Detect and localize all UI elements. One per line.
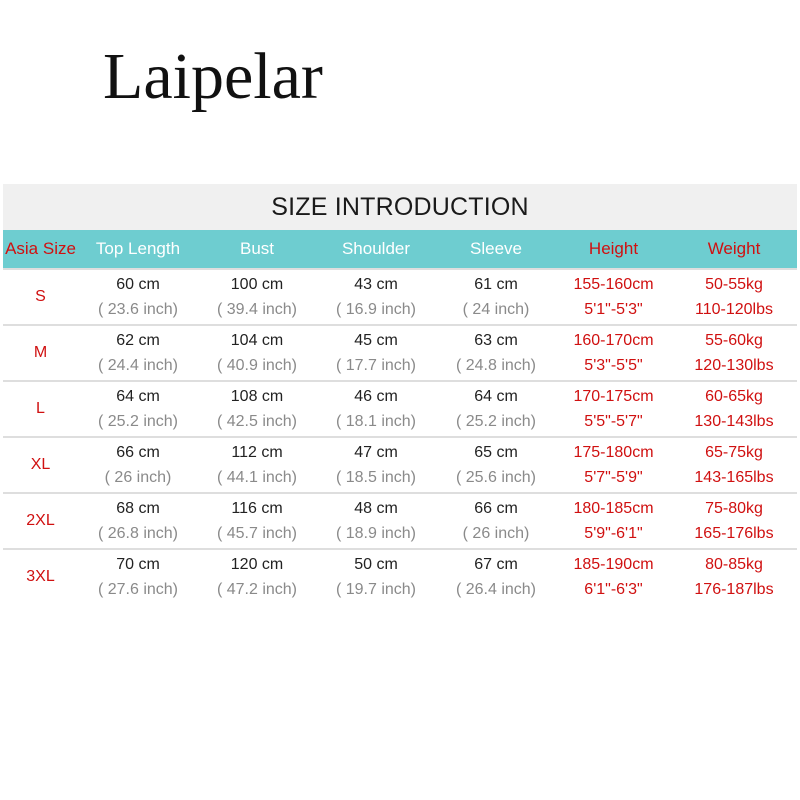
weight-secondary-value: 120-130lbs	[694, 357, 774, 374]
bust-cell	[198, 328, 316, 378]
height-cell	[556, 496, 671, 546]
top-length-secondary-value: ( 25.2 inch)	[97, 413, 179, 430]
height-secondary-value: 5'9"-6'1"	[584, 525, 643, 542]
shoulder-cell	[316, 328, 436, 378]
height-cell	[556, 272, 671, 322]
top-length-secondary-value: ( 27.6 inch)	[97, 581, 179, 598]
height-primary-value: 170-175cm	[573, 388, 654, 405]
height-primary-value: 185-190cm	[573, 556, 654, 573]
weight-primary-value: 75-80kg	[705, 500, 763, 517]
bust-primary-value: 100 cm	[230, 276, 284, 293]
shoulder-primary-value: 45 cm	[354, 332, 398, 349]
weight-cell	[671, 328, 797, 378]
size-label: XL	[30, 456, 51, 473]
top-length-primary-value: 64 cm	[116, 388, 160, 405]
top-length-primary-value: 70 cm	[116, 556, 160, 573]
height-secondary-value: 5'5"-5'7"	[584, 413, 643, 430]
table-row	[3, 494, 797, 550]
top-length-secondary-value: ( 23.6 inch)	[97, 301, 179, 318]
shoulder-cell	[316, 272, 436, 322]
weight-secondary-value: 130-143lbs	[694, 413, 774, 430]
weight-cell	[671, 440, 797, 490]
weight-primary-value: 50-55kg	[705, 276, 763, 293]
bust-cell	[198, 552, 316, 602]
height-primary-value: 180-185cm	[573, 500, 654, 517]
shoulder-cell	[316, 496, 436, 546]
shoulder-primary-value: 48 cm	[354, 500, 398, 517]
bust-primary-value: 116 cm	[231, 500, 283, 517]
top-length-cell	[78, 496, 198, 546]
header-top-length: Top Length	[95, 239, 181, 258]
top-length-secondary-value: ( 26.8 inch)	[97, 525, 179, 542]
weight-secondary-value: 176-187lbs	[694, 581, 774, 598]
shoulder-cell	[316, 384, 436, 434]
sleeve-primary-value: 65 cm	[474, 444, 518, 461]
size-chart-title: SIZE INTRODUCTION	[3, 184, 797, 230]
bust-primary-value: 112 cm	[231, 444, 283, 461]
top-length-primary-value: 60 cm	[116, 276, 160, 293]
table-row	[3, 270, 797, 326]
bust-cell	[198, 384, 316, 434]
sleeve-cell	[436, 440, 556, 490]
size-chart-header-row	[3, 230, 797, 270]
header-bust: Bust	[239, 239, 275, 258]
bust-primary-value: 120 cm	[230, 556, 284, 573]
table-row	[3, 550, 797, 604]
shoulder-secondary-value: ( 18.1 inch)	[335, 413, 417, 430]
sleeve-primary-value: 67 cm	[474, 556, 518, 573]
shoulder-primary-value: 50 cm	[354, 556, 398, 573]
sleeve-secondary-value: ( 24 inch)	[462, 301, 530, 318]
weight-cell	[671, 384, 797, 434]
table-row	[3, 438, 797, 494]
brand-logo-text: Laipelar	[103, 40, 323, 113]
top-length-secondary-value: ( 24.4 inch)	[97, 357, 179, 374]
bust-primary-value: 108 cm	[230, 388, 284, 405]
height-secondary-value: 5'7"-5'9"	[584, 469, 643, 486]
weight-secondary-value: 143-165lbs	[694, 469, 774, 486]
table-row	[3, 326, 797, 382]
top-length-cell	[78, 384, 198, 434]
sleeve-secondary-value: ( 26.4 inch)	[455, 581, 537, 598]
sleeve-cell	[436, 496, 556, 546]
weight-cell	[671, 496, 797, 546]
shoulder-primary-value: 43 cm	[354, 276, 398, 293]
size-label: 3XL	[26, 568, 55, 585]
bust-secondary-value: ( 39.4 inch)	[216, 301, 298, 318]
bust-primary-value: 104 cm	[230, 332, 284, 349]
header-asia-size: Asia Size	[5, 239, 76, 258]
bust-secondary-value: ( 47.2 inch)	[216, 581, 298, 598]
header-weight: Weight	[707, 239, 761, 258]
shoulder-secondary-value: ( 18.5 inch)	[335, 469, 417, 486]
top-length-primary-value: 62 cm	[116, 332, 160, 349]
sleeve-secondary-value: ( 24.8 inch)	[455, 357, 537, 374]
shoulder-secondary-value: ( 18.9 inch)	[335, 525, 417, 542]
weight-primary-value: 80-85kg	[705, 556, 763, 573]
shoulder-primary-value: 46 cm	[354, 388, 398, 405]
bust-secondary-value: ( 42.5 inch)	[216, 413, 298, 430]
height-secondary-value: 6'1"-6'3"	[584, 581, 643, 598]
sleeve-cell	[436, 328, 556, 378]
header-shoulder: Shoulder	[341, 239, 411, 258]
sleeve-cell	[436, 384, 556, 434]
height-cell	[556, 328, 671, 378]
size-chart-body	[3, 270, 797, 604]
shoulder-secondary-value: ( 17.7 inch)	[335, 357, 417, 374]
top-length-cell	[78, 440, 198, 490]
bust-secondary-value: ( 44.1 inch)	[216, 469, 298, 486]
sleeve-cell	[436, 552, 556, 602]
sleeve-cell	[436, 272, 556, 322]
sleeve-secondary-value: ( 25.6 inch)	[455, 469, 537, 486]
sleeve-primary-value: 66 cm	[474, 500, 518, 517]
shoulder-cell	[316, 552, 436, 602]
height-secondary-value: 5'3"-5'5"	[584, 357, 643, 374]
height-secondary-value: 5'1"-5'3"	[584, 301, 643, 318]
top-length-primary-value: 66 cm	[116, 444, 160, 461]
bust-cell	[198, 440, 316, 490]
sleeve-primary-value: 64 cm	[474, 388, 518, 405]
sleeve-primary-value: 63 cm	[474, 332, 518, 349]
top-length-secondary-value: ( 26 inch)	[104, 469, 172, 486]
sleeve-secondary-value: ( 25.2 inch)	[455, 413, 537, 430]
bust-cell	[198, 496, 316, 546]
size-label: M	[33, 344, 48, 361]
table-row	[3, 382, 797, 438]
weight-primary-value: 60-65kg	[705, 388, 763, 405]
weight-secondary-value: 110-120lbs	[695, 301, 773, 318]
height-cell	[556, 384, 671, 434]
sleeve-primary-value: 61 cm	[474, 276, 518, 293]
top-length-cell	[78, 328, 198, 378]
size-chart	[3, 184, 797, 604]
height-cell	[556, 552, 671, 602]
sleeve-secondary-value: ( 26 inch)	[462, 525, 530, 542]
bust-secondary-value: ( 40.9 inch)	[216, 357, 298, 374]
shoulder-secondary-value: ( 16.9 inch)	[335, 301, 417, 318]
top-length-cell	[78, 552, 198, 602]
height-primary-value: 160-170cm	[573, 332, 654, 349]
weight-cell	[671, 552, 797, 602]
height-primary-value: 155-160cm	[573, 276, 654, 293]
weight-primary-value: 55-60kg	[705, 332, 763, 349]
top-length-cell	[78, 272, 198, 322]
height-cell	[556, 440, 671, 490]
header-height: Height	[588, 239, 639, 258]
size-label: S	[35, 288, 46, 305]
weight-primary-value: 65-75kg	[705, 444, 763, 461]
bust-cell	[198, 272, 316, 322]
header-sleeve: Sleeve	[470, 239, 522, 258]
size-label: 2XL	[26, 512, 55, 529]
bust-secondary-value: ( 45.7 inch)	[216, 525, 298, 542]
shoulder-cell	[316, 440, 436, 490]
size-label: L	[36, 400, 45, 417]
shoulder-secondary-value: ( 19.7 inch)	[335, 581, 417, 598]
weight-secondary-value: 165-176lbs	[694, 525, 774, 542]
shoulder-primary-value: 47 cm	[354, 444, 398, 461]
height-primary-value: 175-180cm	[573, 444, 654, 461]
weight-cell	[671, 272, 797, 322]
top-length-primary-value: 68 cm	[116, 500, 160, 517]
